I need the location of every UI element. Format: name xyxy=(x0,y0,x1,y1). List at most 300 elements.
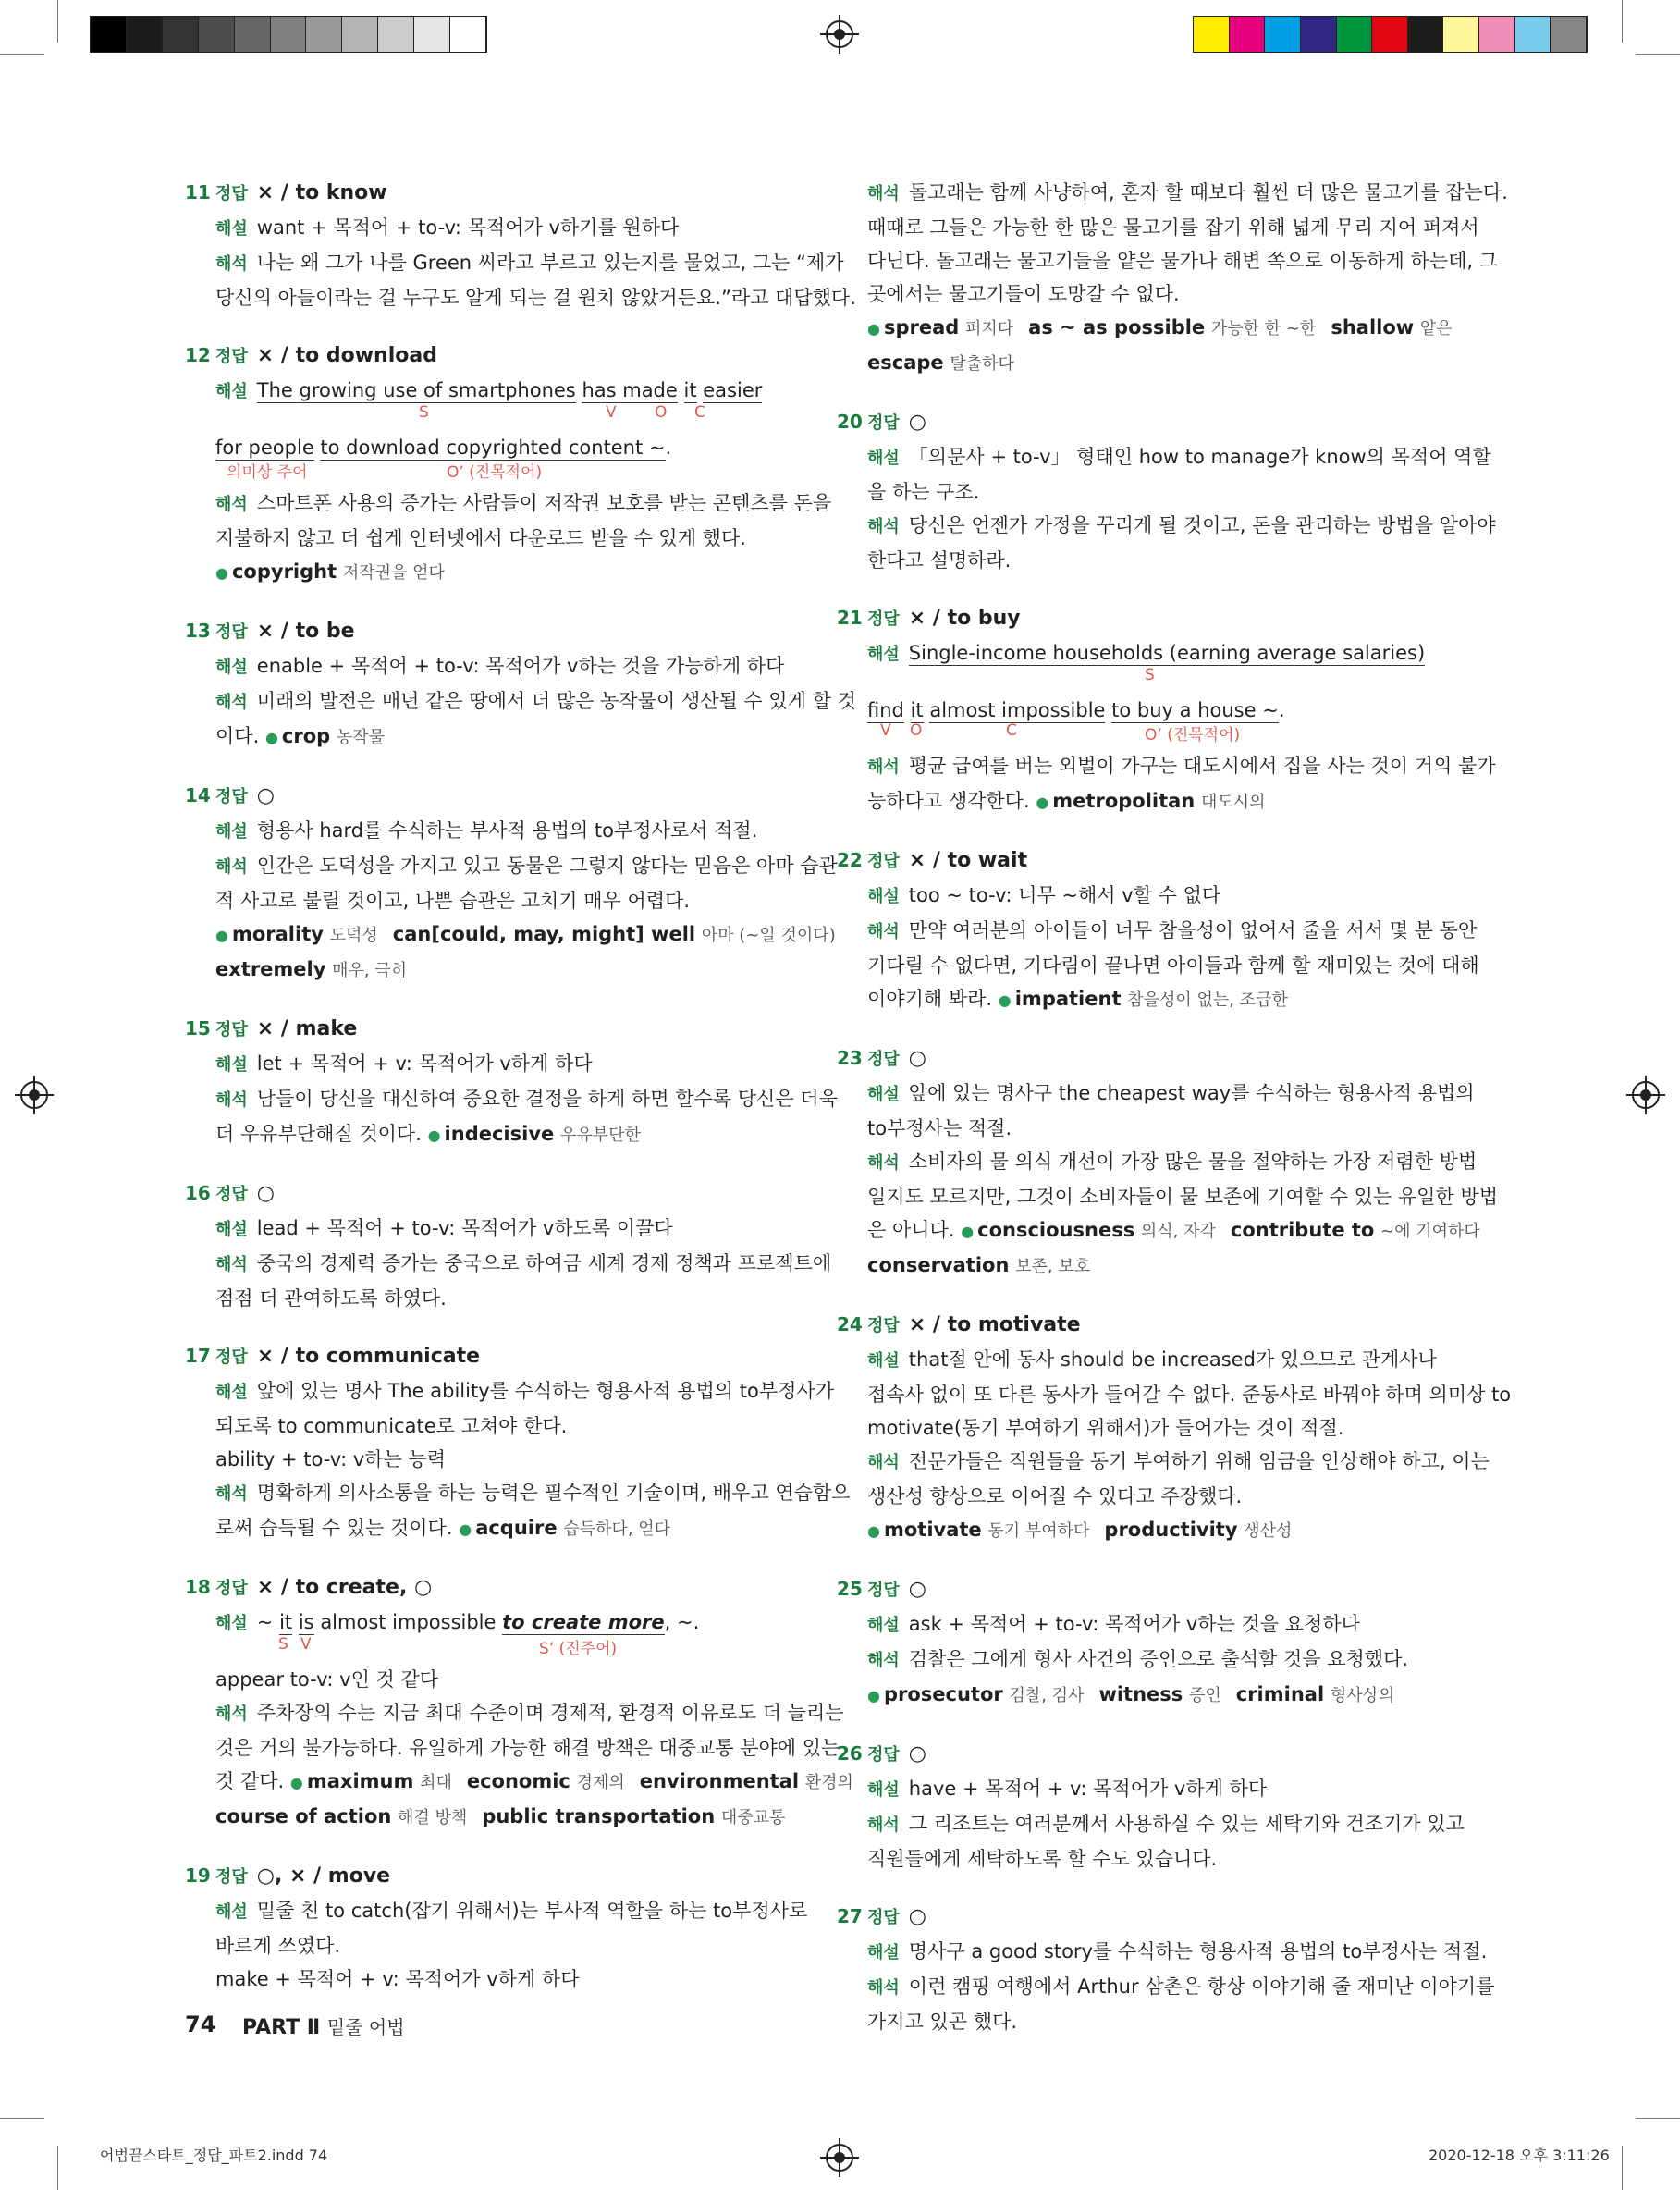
translation-text: 주차장의 수는 지금 최대 수준이며 경제적, 환경적 이유로도 더 늘리는 xyxy=(256,1702,844,1724)
vocab-word: public transportation xyxy=(482,1805,716,1827)
answer-text: ○ xyxy=(908,1905,926,1928)
translation-label: 해석 xyxy=(867,1815,900,1835)
print-slug-date: 2020-12-18 오후 3:11:26 xyxy=(1429,2147,1610,2164)
crop-mark xyxy=(1622,0,1623,43)
sentence-object: it xyxy=(910,699,924,721)
answer-text: ○ xyxy=(908,1742,926,1766)
grammar-annotation-row xyxy=(215,403,781,431)
answer-text: ○ xyxy=(256,784,275,807)
vocab-bullet-icon: ● xyxy=(215,564,228,582)
translation-label: 해석 xyxy=(867,1453,900,1472)
explanation-text: 형용사 hard를 수식하는 부사적 용법의 to부정사로서 적절. xyxy=(256,819,758,842)
translation-text: 지불하지 않고 더 쉽게 인터넷에서 다운로드 받을 수 있게 했다. xyxy=(215,527,746,549)
vocab-gloss: 참을성이 없는, 조급한 xyxy=(1127,990,1288,1010)
grammar-annotation-row xyxy=(215,464,781,486)
translation-text: 당신은 언젠가 가정을 꾸리게 될 것이고, 돈을 관리하는 방법을 알아야 xyxy=(908,514,1496,536)
explanation-label: 해설 xyxy=(867,1085,900,1104)
vocab-gloss: 의식, 자각 xyxy=(1140,1222,1216,1241)
explanation-text: 밑줄 친 to catch(잡기 위해서)는 부사적 역할을 하는 to부정사로 xyxy=(256,1900,808,1922)
translation-text: 돌고래는 함께 사냥하여, 혼자 할 때보다 훨씬 더 많은 물고기를 잡는다. xyxy=(908,181,1508,203)
annotation-real-object: O’ (진목적어) xyxy=(1145,726,1241,744)
translation-text: 적 사고로 불릴 것이고, 나쁜 습관은 고치기 매우 어렵다. xyxy=(215,890,691,912)
crop-mark xyxy=(1636,2118,1680,2119)
vocab-gloss: 퍼지다 xyxy=(965,319,1014,338)
vocab-gloss: 아마 (~일 것이다) xyxy=(701,926,836,945)
explanation-label: 해설 xyxy=(215,1383,248,1402)
part-title xyxy=(242,2012,405,2039)
answer-item-13 xyxy=(185,614,856,755)
translation-text: 다닌다. 돌고래는 물고기들을 얕은 물가나 해변 쪽으로 이동하게 하는데, 그 xyxy=(867,250,1499,272)
translation-text: 은 아니다. xyxy=(867,1219,955,1241)
explanation-text: 바르게 쓰였다. xyxy=(215,1935,341,1957)
sentence-period: . xyxy=(665,437,672,459)
translation-label: 해석 xyxy=(867,922,900,941)
translation-text: 기다릴 수 없다면, 기다림이 끝나면 아이들과 함께 할 재미있는 것에 대해 xyxy=(867,954,1479,977)
calibration-swatch xyxy=(1443,17,1479,52)
annotation-v: V xyxy=(880,721,891,740)
calibration-swatch xyxy=(414,17,450,52)
annotation-c: C xyxy=(694,403,705,422)
vocab-bullet-icon: ● xyxy=(459,1520,472,1538)
registration-mark-right xyxy=(1632,1081,1660,1109)
translation-text: 때때로 그들은 가능한 한 많은 물고기를 잡기 위해 넓게 무리 지어 퍼져서 xyxy=(867,216,1479,239)
question-number: 20 xyxy=(837,411,863,433)
answer-label: 정답 xyxy=(215,1347,248,1367)
vocab-gloss: 도덕성 xyxy=(329,926,378,945)
translation-text: 그 리조트는 여러분께서 사용하실 수 있는 세탁기와 건조기가 있고 xyxy=(908,1813,1465,1835)
annotation-v: V xyxy=(300,1635,312,1654)
question-number: 26 xyxy=(837,1742,863,1765)
calibration-swatch xyxy=(1372,17,1408,52)
answer-label: 정답 xyxy=(867,1316,900,1335)
annotation-sense-subject: 의미상 주어 xyxy=(227,463,308,482)
question-number: 12 xyxy=(185,344,211,366)
answer-label: 정답 xyxy=(867,1745,900,1765)
vocab-word: productivity xyxy=(1104,1519,1238,1541)
answer-label: 정답 xyxy=(215,347,248,366)
vocab-gloss: 보존, 보호 xyxy=(1015,1257,1091,1276)
question-number: 25 xyxy=(837,1578,863,1600)
answer-label: 정답 xyxy=(215,1867,248,1887)
translation-label: 해석 xyxy=(867,184,900,203)
vocab-word: contribute to xyxy=(1230,1219,1375,1241)
explanation-label: 해설 xyxy=(215,1220,248,1239)
translation-label: 해석 xyxy=(215,693,248,712)
answer-label: 정답 xyxy=(215,622,248,642)
answer-text: ○ xyxy=(908,1578,926,1601)
explanation-label: 해설 xyxy=(215,1902,248,1922)
answer-label: 정답 xyxy=(215,787,248,806)
question-number: 14 xyxy=(185,784,211,806)
crop-mark xyxy=(1636,54,1680,55)
answer-text: × / to download xyxy=(256,344,437,367)
translation-text: 이다. xyxy=(215,725,260,747)
vocab-bullet-icon: ● xyxy=(1036,794,1049,811)
question-number: 18 xyxy=(185,1576,211,1598)
answer-label: 정답 xyxy=(867,1581,900,1600)
answer-text: × / to be xyxy=(256,620,355,643)
calibration-swatch xyxy=(306,17,342,52)
translation-text: 것 같다. xyxy=(215,1770,285,1792)
annotation-o: O xyxy=(910,721,923,740)
vocab-word: witness xyxy=(1098,1683,1183,1705)
translation-label: 해석 xyxy=(867,1651,900,1670)
answer-text: × / to motivate xyxy=(908,1313,1081,1336)
translation-text: 점점 더 관여하도록 하였다. xyxy=(215,1287,447,1310)
sentence-verb: find xyxy=(867,699,904,721)
vocab-word: copyright xyxy=(231,560,337,583)
vocab-bullet-icon: ● xyxy=(427,1126,441,1144)
answer-label: 정답 xyxy=(867,852,900,871)
explanation-text: to부정사는 적절. xyxy=(867,1117,1012,1139)
crop-mark xyxy=(57,2146,58,2190)
vocab-gloss: 환경의 xyxy=(804,1773,853,1792)
vocab-word: acquire xyxy=(475,1517,558,1539)
gray-calibration-bar xyxy=(90,16,487,53)
answer-item-20 xyxy=(837,405,1496,577)
answer-item-27 xyxy=(837,1900,1495,2038)
answer-text: × / to create, ○ xyxy=(256,1576,433,1599)
explanation-label: 해설 xyxy=(867,1943,900,1962)
question-number: 15 xyxy=(185,1017,211,1040)
vocab-gloss: 해결 방책 xyxy=(398,1808,468,1827)
explanation-text: 접속사 없이 또 다른 동사가 들어갈 수 없다. 준동사로 바꿔야 하며 의미상 to xyxy=(867,1384,1512,1406)
grammar-annotation-row xyxy=(867,666,1438,694)
translation-label: 해석 xyxy=(867,757,900,777)
explanation-text: 을 하는 구조. xyxy=(867,481,980,503)
translation-label: 해석 xyxy=(867,1978,900,1998)
vocab-word: as ~ as possible xyxy=(1028,316,1206,338)
calibration-swatch xyxy=(1301,17,1337,52)
annotation-real-subject: S’ (진주어) xyxy=(539,1640,618,1658)
answer-label: 정답 xyxy=(867,609,900,629)
question-number: 21 xyxy=(837,607,863,629)
explanation-text: want + 목적어 + to-v: 목적어가 v하기를 원하다 xyxy=(256,216,680,239)
vocab-gloss: 동기 부여하다 xyxy=(987,1521,1090,1541)
sentence-part: almost impossible xyxy=(320,1611,497,1633)
explanation-label: 해설 xyxy=(215,219,248,239)
vocab-word: indecisive xyxy=(444,1123,555,1145)
explanation-label: 해설 xyxy=(867,887,900,906)
vocab-word: motivate xyxy=(883,1519,982,1541)
part-subtitle: 밑줄 어법 xyxy=(326,2016,405,2038)
explanation-text: 앞에 있는 명사구 the cheapest way를 수식하는 형용사적 용법의 xyxy=(908,1082,1475,1104)
translation-text: 한다고 설명하라. xyxy=(867,549,1012,572)
vocab-bullet-icon: ● xyxy=(289,1774,303,1791)
crop-mark xyxy=(0,54,44,55)
vocab-word: spread xyxy=(883,316,960,338)
explanation-label: 해설 xyxy=(867,1616,900,1635)
answer-item-16 xyxy=(185,1176,832,1315)
answer-label: 정답 xyxy=(215,1185,248,1204)
vocab-gloss: 매우, 극히 xyxy=(332,961,408,980)
translation-text: 소비자의 물 의식 개선이 가장 많은 물을 절약하는 가장 저렴한 방법 xyxy=(908,1150,1478,1173)
question-number: 17 xyxy=(185,1345,211,1367)
translation-text: 곳에서는 물고기들이 도망갈 수 없다. xyxy=(867,283,1180,305)
annotation-v: V xyxy=(606,403,617,422)
vocab-word: economic xyxy=(466,1770,570,1792)
translation-label: 해석 xyxy=(867,517,900,536)
vocab-gloss: 대중교통 xyxy=(720,1808,786,1827)
translation-text: 검찰은 그에게 형사 사건의 증인으로 출석할 것을 요청했다. xyxy=(908,1648,1409,1670)
part-label: PART Ⅱ xyxy=(242,2016,321,2039)
vocab-gloss: 저작권을 얻다 xyxy=(342,563,445,583)
vocab-word: maximum xyxy=(306,1770,414,1792)
vocab-gloss: 생산성 xyxy=(1244,1521,1293,1541)
answer-text: × / to communicate xyxy=(256,1345,481,1368)
question-number: 11 xyxy=(185,181,211,203)
translation-text: 스마트폰 사용의 증가는 사람들이 저작권 보호를 받는 콘텐츠를 돈을 xyxy=(256,492,832,514)
crop-mark xyxy=(0,2118,44,2119)
vocab-gloss: 대도시의 xyxy=(1200,793,1266,812)
vocab-gloss: 형사상의 xyxy=(1330,1686,1395,1705)
vocab-word: impatient xyxy=(1014,988,1122,1010)
translation-text: 평균 급여를 버는 외벌이 가구는 대도시에서 집을 사는 것이 거의 불가 xyxy=(908,755,1496,777)
translation-text: 것은 거의 불가능하다. 유일하게 가능한 해결 방책은 대중교통 분야에 있는 xyxy=(215,1737,840,1759)
explanation-text: lead + 목적어 + to-v: 목적어가 v하도록 이끌다 xyxy=(256,1217,673,1239)
answer-text: ○ xyxy=(908,1047,926,1070)
vocab-word: consciousness xyxy=(977,1219,1135,1241)
vocab-gloss: 농작물 xyxy=(336,728,386,747)
crop-mark xyxy=(1622,2146,1623,2190)
translation-text: 전문가들은 직원들을 동기 부여하기 위해 임금을 인상해야 하고, 이는 xyxy=(908,1450,1490,1472)
translation-label: 해석 xyxy=(215,1484,248,1504)
answer-item-17 xyxy=(185,1339,851,1546)
translation-label: 해석 xyxy=(215,1704,248,1724)
vocab-gloss: 가능한 한 ~한 xyxy=(1210,319,1317,338)
translation-text: 생산성 향상으로 이어질 수 있다고 주장했다. xyxy=(867,1485,1243,1507)
page-number: 74 xyxy=(185,2012,216,2037)
question-number: 23 xyxy=(837,1047,863,1069)
translation-label: 해석 xyxy=(215,495,248,514)
answer-label: 정답 xyxy=(867,413,900,433)
calibration-swatch xyxy=(1551,17,1587,52)
translation-text: 능하다고 생각한다. xyxy=(867,790,1030,812)
translation-label: 해석 xyxy=(867,1153,900,1173)
question-number: 19 xyxy=(185,1864,211,1887)
vocab-word: morality xyxy=(231,923,324,945)
vocab-word: prosecutor xyxy=(883,1683,1003,1705)
calibration-swatch xyxy=(163,17,199,52)
vocab-word: escape xyxy=(867,351,944,374)
sentence-period: . xyxy=(1278,699,1285,721)
vocab-word: metropolitan xyxy=(1052,790,1196,812)
answer-item-23 xyxy=(837,1041,1499,1284)
sentence-subject: it xyxy=(279,1611,293,1633)
calibration-swatch xyxy=(1194,17,1230,52)
translation-text: 이야기해 봐라. xyxy=(867,988,993,1010)
explanation-label: 해설 xyxy=(215,382,248,401)
answer-item-22 xyxy=(837,843,1479,1017)
calibration-swatch xyxy=(1337,17,1373,52)
calibration-swatch xyxy=(235,17,271,52)
vocab-bullet-icon: ● xyxy=(867,1522,880,1540)
vocab-word: criminal xyxy=(1235,1683,1325,1705)
vocab-gloss: 얕은 xyxy=(1419,319,1453,338)
print-slug-file: 어법끝스타트_정답_파트2.indd 74 xyxy=(100,2147,328,2164)
sentence-complement: almost impossible xyxy=(929,699,1106,721)
answer-text: ○ xyxy=(256,1182,275,1205)
explanation-text: motivate(동기 부여하기 위해서)가 들어가는 것이 적절. xyxy=(867,1417,1344,1439)
answer-item-12 xyxy=(185,338,832,590)
calibration-swatch xyxy=(127,17,163,52)
vocab-word: crop xyxy=(281,725,331,747)
explanation-label: 해설 xyxy=(215,1055,248,1075)
explanation-text: ability + to-v: v하는 능력 xyxy=(215,1448,447,1470)
question-number: 27 xyxy=(837,1905,863,1927)
translation-text: 가지고 있곤 했다. xyxy=(867,2011,1018,2033)
translation-label: 해석 xyxy=(215,1090,248,1110)
question-number: 16 xyxy=(185,1182,211,1204)
sentence-sense-subject: for people xyxy=(215,437,314,459)
registration-mark-bottom xyxy=(826,2144,853,2172)
explanation-label: 해설 xyxy=(867,645,900,664)
answer-label: 정답 xyxy=(215,184,248,203)
calibration-swatch xyxy=(91,17,127,52)
vocab-gloss: 검찰, 검사 xyxy=(1009,1686,1085,1705)
answer-item-19-continued xyxy=(837,176,1508,381)
answer-item-24 xyxy=(837,1308,1512,1548)
vocab-word: conservation xyxy=(867,1254,1010,1276)
calibration-swatch xyxy=(1230,17,1266,52)
registration-mark-left xyxy=(20,1081,48,1109)
sentence-subject: The growing use of smartphones xyxy=(256,379,576,401)
question-number: 13 xyxy=(185,620,211,642)
sentence-verb: has made xyxy=(582,379,678,401)
explanation-text: 되도록 to communicate로 고쳐야 한다. xyxy=(215,1415,568,1437)
question-number: 24 xyxy=(837,1313,863,1335)
vocab-word: shallow xyxy=(1331,316,1415,338)
calibration-swatch xyxy=(199,17,235,52)
vocab-bullet-icon: ● xyxy=(961,1223,975,1240)
answer-item-14 xyxy=(185,779,838,988)
explanation-text: ask + 목적어 + to-v: 목적어가 v하는 것을 요청하다 xyxy=(908,1613,1360,1635)
answer-item-26 xyxy=(837,1737,1465,1876)
translation-text: 당신의 아들이라는 걸 누구도 알게 되는 걸 원치 않았거든요.”라고 대답했다. xyxy=(215,287,856,309)
sentence-part: ~ xyxy=(256,1611,274,1633)
explanation-text: 앞에 있는 명사 The ability를 수식하는 형용사적 용법의 to부정사가 xyxy=(256,1380,834,1402)
explanation-text: enable + 목적어 + to-v: 목적어가 v하는 것을 가능하게 하다 xyxy=(256,655,785,677)
sentence-part: , ~. xyxy=(664,1611,700,1633)
explanation-label: 해설 xyxy=(215,658,248,677)
vocab-word: course of action xyxy=(215,1805,392,1827)
answer-text: ○ xyxy=(908,411,926,434)
calibration-swatch xyxy=(378,17,414,52)
explanation-label: 해설 xyxy=(215,1614,248,1633)
annotation-o: O xyxy=(655,403,668,422)
vocab-word: extremely xyxy=(215,958,326,980)
vocab-gloss: 습득하다, 얻다 xyxy=(563,1519,671,1539)
translation-text: 나는 왜 그가 나를 Green 씨라고 부르고 있는지를 물었고, 그는 “제가 xyxy=(256,252,844,274)
translation-text: 만약 여러분의 아이들이 너무 참을성이 없어서 줄을 서서 몇 분 동안 xyxy=(908,919,1478,941)
translation-text: 일지도 모르지만, 그것이 소비자들이 물 보존에 기여할 수 있는 유일한 방법 xyxy=(867,1186,1499,1208)
answer-label: 정답 xyxy=(867,1908,900,1927)
translation-label: 해석 xyxy=(215,857,248,877)
annotation-real-object: O’ (진목적어) xyxy=(447,463,543,482)
vocab-gloss: 우유부단한 xyxy=(559,1126,641,1145)
answer-label: 정답 xyxy=(867,1050,900,1069)
sentence-real-object: to buy a house ~ xyxy=(1111,699,1279,721)
vocab-word: can[could, may, might] well xyxy=(392,923,696,945)
translation-label: 해석 xyxy=(215,254,248,274)
calibration-swatch xyxy=(450,17,486,52)
question-number: 22 xyxy=(837,849,863,871)
explanation-text: let + 목적어 + v: 목적어가 v하게 하다 xyxy=(256,1052,593,1075)
annotation-s: S xyxy=(419,403,429,422)
answer-text: ○, × / move xyxy=(256,1864,391,1888)
sentence-object: it xyxy=(683,379,697,401)
vocab-gloss: 탈출하다 xyxy=(950,354,1014,374)
right-column xyxy=(837,176,1512,2062)
translation-text: 명확하게 의사소통을 하는 능력은 필수적인 기술이며, 배우고 연습함으 xyxy=(256,1482,851,1504)
vocab-gloss: ~에 기여하다 xyxy=(1380,1222,1480,1241)
vocab-word: environmental xyxy=(639,1770,800,1792)
sentence-real-object: to download copyrighted content ~ xyxy=(320,437,666,459)
answer-item-11 xyxy=(185,176,856,314)
vocab-bullet-icon: ● xyxy=(867,320,880,338)
explanation-label: 해설 xyxy=(867,1780,900,1800)
vocab-bullet-icon: ● xyxy=(215,927,228,944)
vocab-bullet-icon: ● xyxy=(867,1687,880,1704)
calibration-swatch xyxy=(1515,17,1551,52)
calibration-swatch xyxy=(1265,17,1301,52)
registration-mark-top xyxy=(826,20,853,48)
translation-text: 직원들에게 세탁하도록 할 수도 있습니다. xyxy=(867,1848,1218,1870)
grammar-annotation-row xyxy=(215,1635,781,1663)
translation-text: 인간은 도덕성을 가지고 있고 동물은 그렇지 않다는 믿음은 아마 습관 xyxy=(256,855,838,877)
answer-label: 정답 xyxy=(215,1579,248,1598)
explanation-text: too ~ to-v: 너무 ~해서 v할 수 없다 xyxy=(908,884,1221,906)
vocab-gloss: 경제의 xyxy=(576,1773,625,1792)
answer-item-19 xyxy=(185,1859,808,1996)
color-calibration-bar xyxy=(1193,16,1588,53)
vocab-gloss: 증인 xyxy=(1188,1686,1221,1705)
answer-text: × / to wait xyxy=(908,849,1028,872)
vocab-gloss: 최대 xyxy=(420,1773,452,1792)
crop-mark xyxy=(57,0,58,43)
annotation-c: C xyxy=(1006,721,1017,740)
explanation-text: that절 안에 동사 should be increased가 있으므로 관계사나 xyxy=(908,1348,1437,1371)
translation-text: 미래의 발전은 매년 같은 땅에서 더 많은 농작물이 생산될 수 있게 할 것 xyxy=(256,690,856,712)
answer-text: × / to buy xyxy=(908,607,1021,630)
translation-text: 로써 습득될 수 있는 것이다. xyxy=(215,1517,453,1539)
grammar-annotation-row xyxy=(867,721,1438,749)
answer-item-15 xyxy=(185,1012,838,1152)
sentence-subject: Single-income households (earning average salaries) xyxy=(908,642,1426,664)
sentence-real-subject: to create more xyxy=(502,1611,665,1633)
explanation-label: 해설 xyxy=(867,1351,900,1371)
translation-text: 더 우유부단해질 것이다. xyxy=(215,1123,422,1145)
answer-text: × / to know xyxy=(256,181,387,204)
answer-item-21 xyxy=(837,601,1496,819)
annotation-s: S xyxy=(1145,666,1155,684)
sentence-verb: is xyxy=(298,1611,314,1633)
explanation-text: have + 목적어 + v: 목적어가 v하게 하다 xyxy=(908,1778,1268,1800)
answer-text: × / make xyxy=(256,1017,358,1040)
translation-text: 남들이 당신을 대신하여 중요한 결정을 하게 하면 할수록 당신은 더욱 xyxy=(256,1088,838,1110)
explanation-text: make + 목적어 + v: 목적어가 v하게 하다 xyxy=(215,1968,580,1990)
calibration-swatch xyxy=(1408,17,1444,52)
translation-text: 중국의 경제력 증가는 중국으로 하여금 세계 경제 정책과 프로젝트에 xyxy=(256,1252,832,1274)
sentence-complement: easier xyxy=(703,379,763,401)
calibration-swatch xyxy=(342,17,378,52)
answer-label: 정답 xyxy=(215,1020,248,1040)
answer-item-25 xyxy=(837,1572,1438,1713)
calibration-swatch xyxy=(271,17,307,52)
vocab-bullet-icon: ● xyxy=(998,991,1012,1009)
explanation-text: appear to-v: v인 것 같다 xyxy=(215,1668,439,1691)
explanation-text: 명사구 a good story를 수식하는 형용사적 용법의 to부정사는 적절. xyxy=(908,1940,1488,1962)
